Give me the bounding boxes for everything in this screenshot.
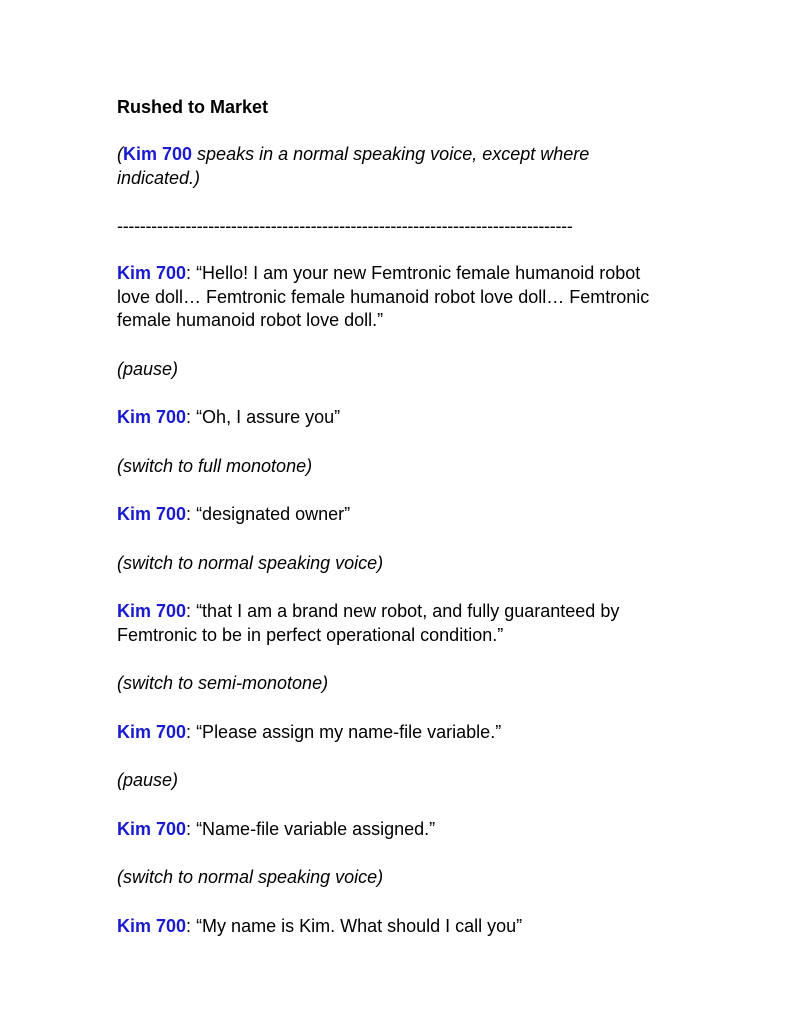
speaker-colon: : <box>186 915 197 936</box>
speaker-colon: : <box>186 263 197 283</box>
speaker-colon: : <box>186 407 197 427</box>
dialogue-text: “that I am a brand new robot, and fully guaranteed by Femtronic to be in perfect operational condition.” <box>117 601 620 645</box>
intro-open-paren: ( <box>117 144 123 164</box>
dialogue-text: “designated owner” <box>196 504 351 524</box>
stage-direction: (switch to normal speaking voice) <box>117 867 384 887</box>
dialogue-text: “Name-file variable assigned.” <box>196 818 436 839</box>
speaker-name: Kim 700 <box>117 915 187 936</box>
intro-direction <box>117 143 677 190</box>
dialogue-line <box>117 406 677 430</box>
speaker-colon: : <box>186 504 197 524</box>
speaker-name: Kim 700 <box>117 818 187 839</box>
dialogue-text: “My name is Kim. What should I call you” <box>196 915 523 936</box>
script-lines <box>117 262 677 938</box>
stage-direction: (switch to normal speaking voice) <box>117 552 384 573</box>
intro-text: speaks in a normal speaking voice, except where indicated.) <box>117 144 590 188</box>
page-title: Rushed to Market <box>117 97 269 117</box>
speaker-name: Kim 700 <box>117 601 187 621</box>
speaker-name: Kim 700 <box>117 504 187 524</box>
speaker-colon: : <box>186 721 197 742</box>
dialogue-line <box>117 503 677 527</box>
speaker-name: Kim 700 <box>117 721 187 742</box>
dialogue-line <box>117 600 677 647</box>
dialogue-line <box>117 262 677 333</box>
stage-direction: (pause) <box>117 358 179 379</box>
dialogue-line <box>117 818 677 842</box>
intro-speaker: Kim 700 <box>123 144 193 164</box>
speaker-name: Kim 700 <box>117 263 187 283</box>
dialogue-line <box>117 721 677 745</box>
stage-direction: (switch to semi-monotone) <box>117 673 329 693</box>
speaker-colon: : <box>186 601 197 621</box>
speaker-name: Kim 700 <box>117 407 187 427</box>
script-page <box>117 96 677 963</box>
speaker-colon: : <box>186 818 197 839</box>
dialogue-line <box>117 915 677 939</box>
divider-line: -------------------------------------------------------------------------------- <box>117 216 573 236</box>
stage-direction: (switch to full monotone) <box>117 455 313 476</box>
dialogue-text: “Oh, I assure you” <box>196 407 341 427</box>
dialogue-text: “Hello! I am your new Femtronic female humanoid robot love doll… Femtronic female humanoid robot love doll… Femtronic female humanoid robot love doll.” <box>117 263 650 330</box>
dialogue-text: “Please assign my name-file variable.” <box>196 721 502 742</box>
stage-direction: (pause) <box>117 770 179 790</box>
